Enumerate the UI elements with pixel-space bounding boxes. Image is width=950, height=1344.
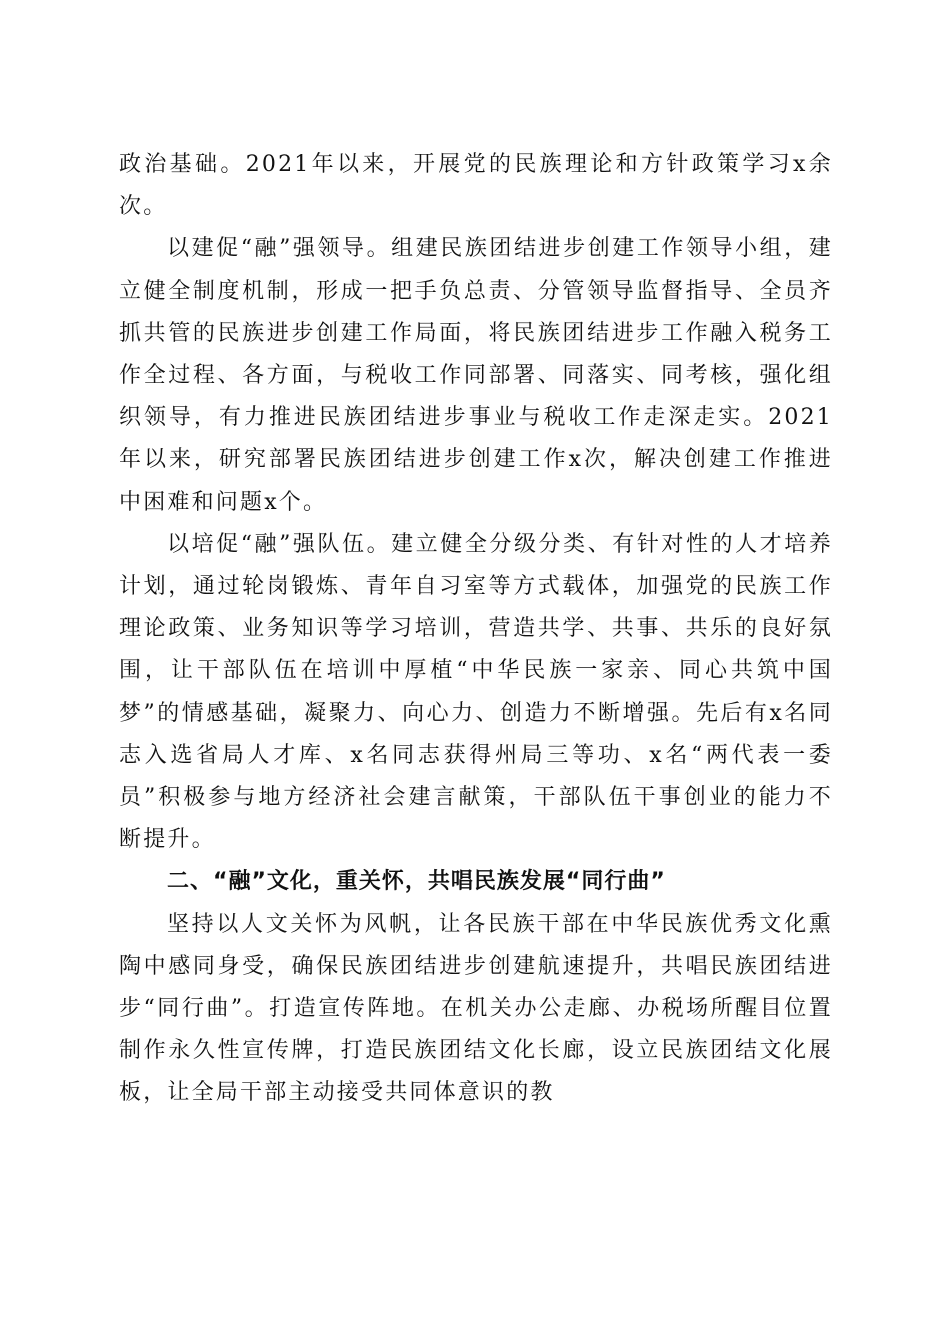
body-paragraph-continuation: 政治基础。2021年以来，开展党的民族理论和方针政策学习x余次。 [119,152,833,220]
body-paragraph-leadership: 以建促“融”强领导。组建民族团结进步创建工作领导小组，建立健全制度机制，形成一把手负总责、分管领导监督指导、全员齐抓共管的民族进步创建工作局面，将民族团结进步工作融入税务工作全过程、各方面，与税收工作同部署、同落实、同考核，强化组织领导，有力推进民族团结进步事业与税收工作走深走实。2021年以来，研究部署民族团结进步创建工作x次，解决创建工作推进中困难和问题x个。 [119,236,833,515]
document-body [119,144,833,1115]
body-paragraph-team: 以培促“融”强队伍。建立健全分级分类、有针对性的人才培养计划，通过轮岗锻炼、青年自习室等方式载体，加强党的民族工作理论政策、业务知识等学习培训，营造共学、共事、共乐的良好氛围，让干部队伍在培训中厚植“中华民族一家亲、同心共筑中国梦”的情感基础，凝聚力、向心力、创造力不断增强。先后有x名同志入选省局人才库、x名同志获得州局三等功、x名“两代表一委员”积极参与地方经济社会建言献策，干部队伍干事创业的能力不断提升。 [119,531,833,853]
body-paragraph-culture: 坚持以人文关怀为风帆，让各民族干部在中华民族优秀文化熏陶中感同身受，确保民族团结进步创建航速提升，共唱民族团结进步“同行曲”。打造宣传阵地。在机关办公走廊、办税场所醒目位置制作永久性宣传牌，打造民族团结文化长廊，设立民族团结文化展板，让全局干部主动接受共同体意识的教 [119,911,833,1106]
section-heading: 二、“融”文化，重关怀，共唱民族发展“同行曲” [167,869,666,895]
